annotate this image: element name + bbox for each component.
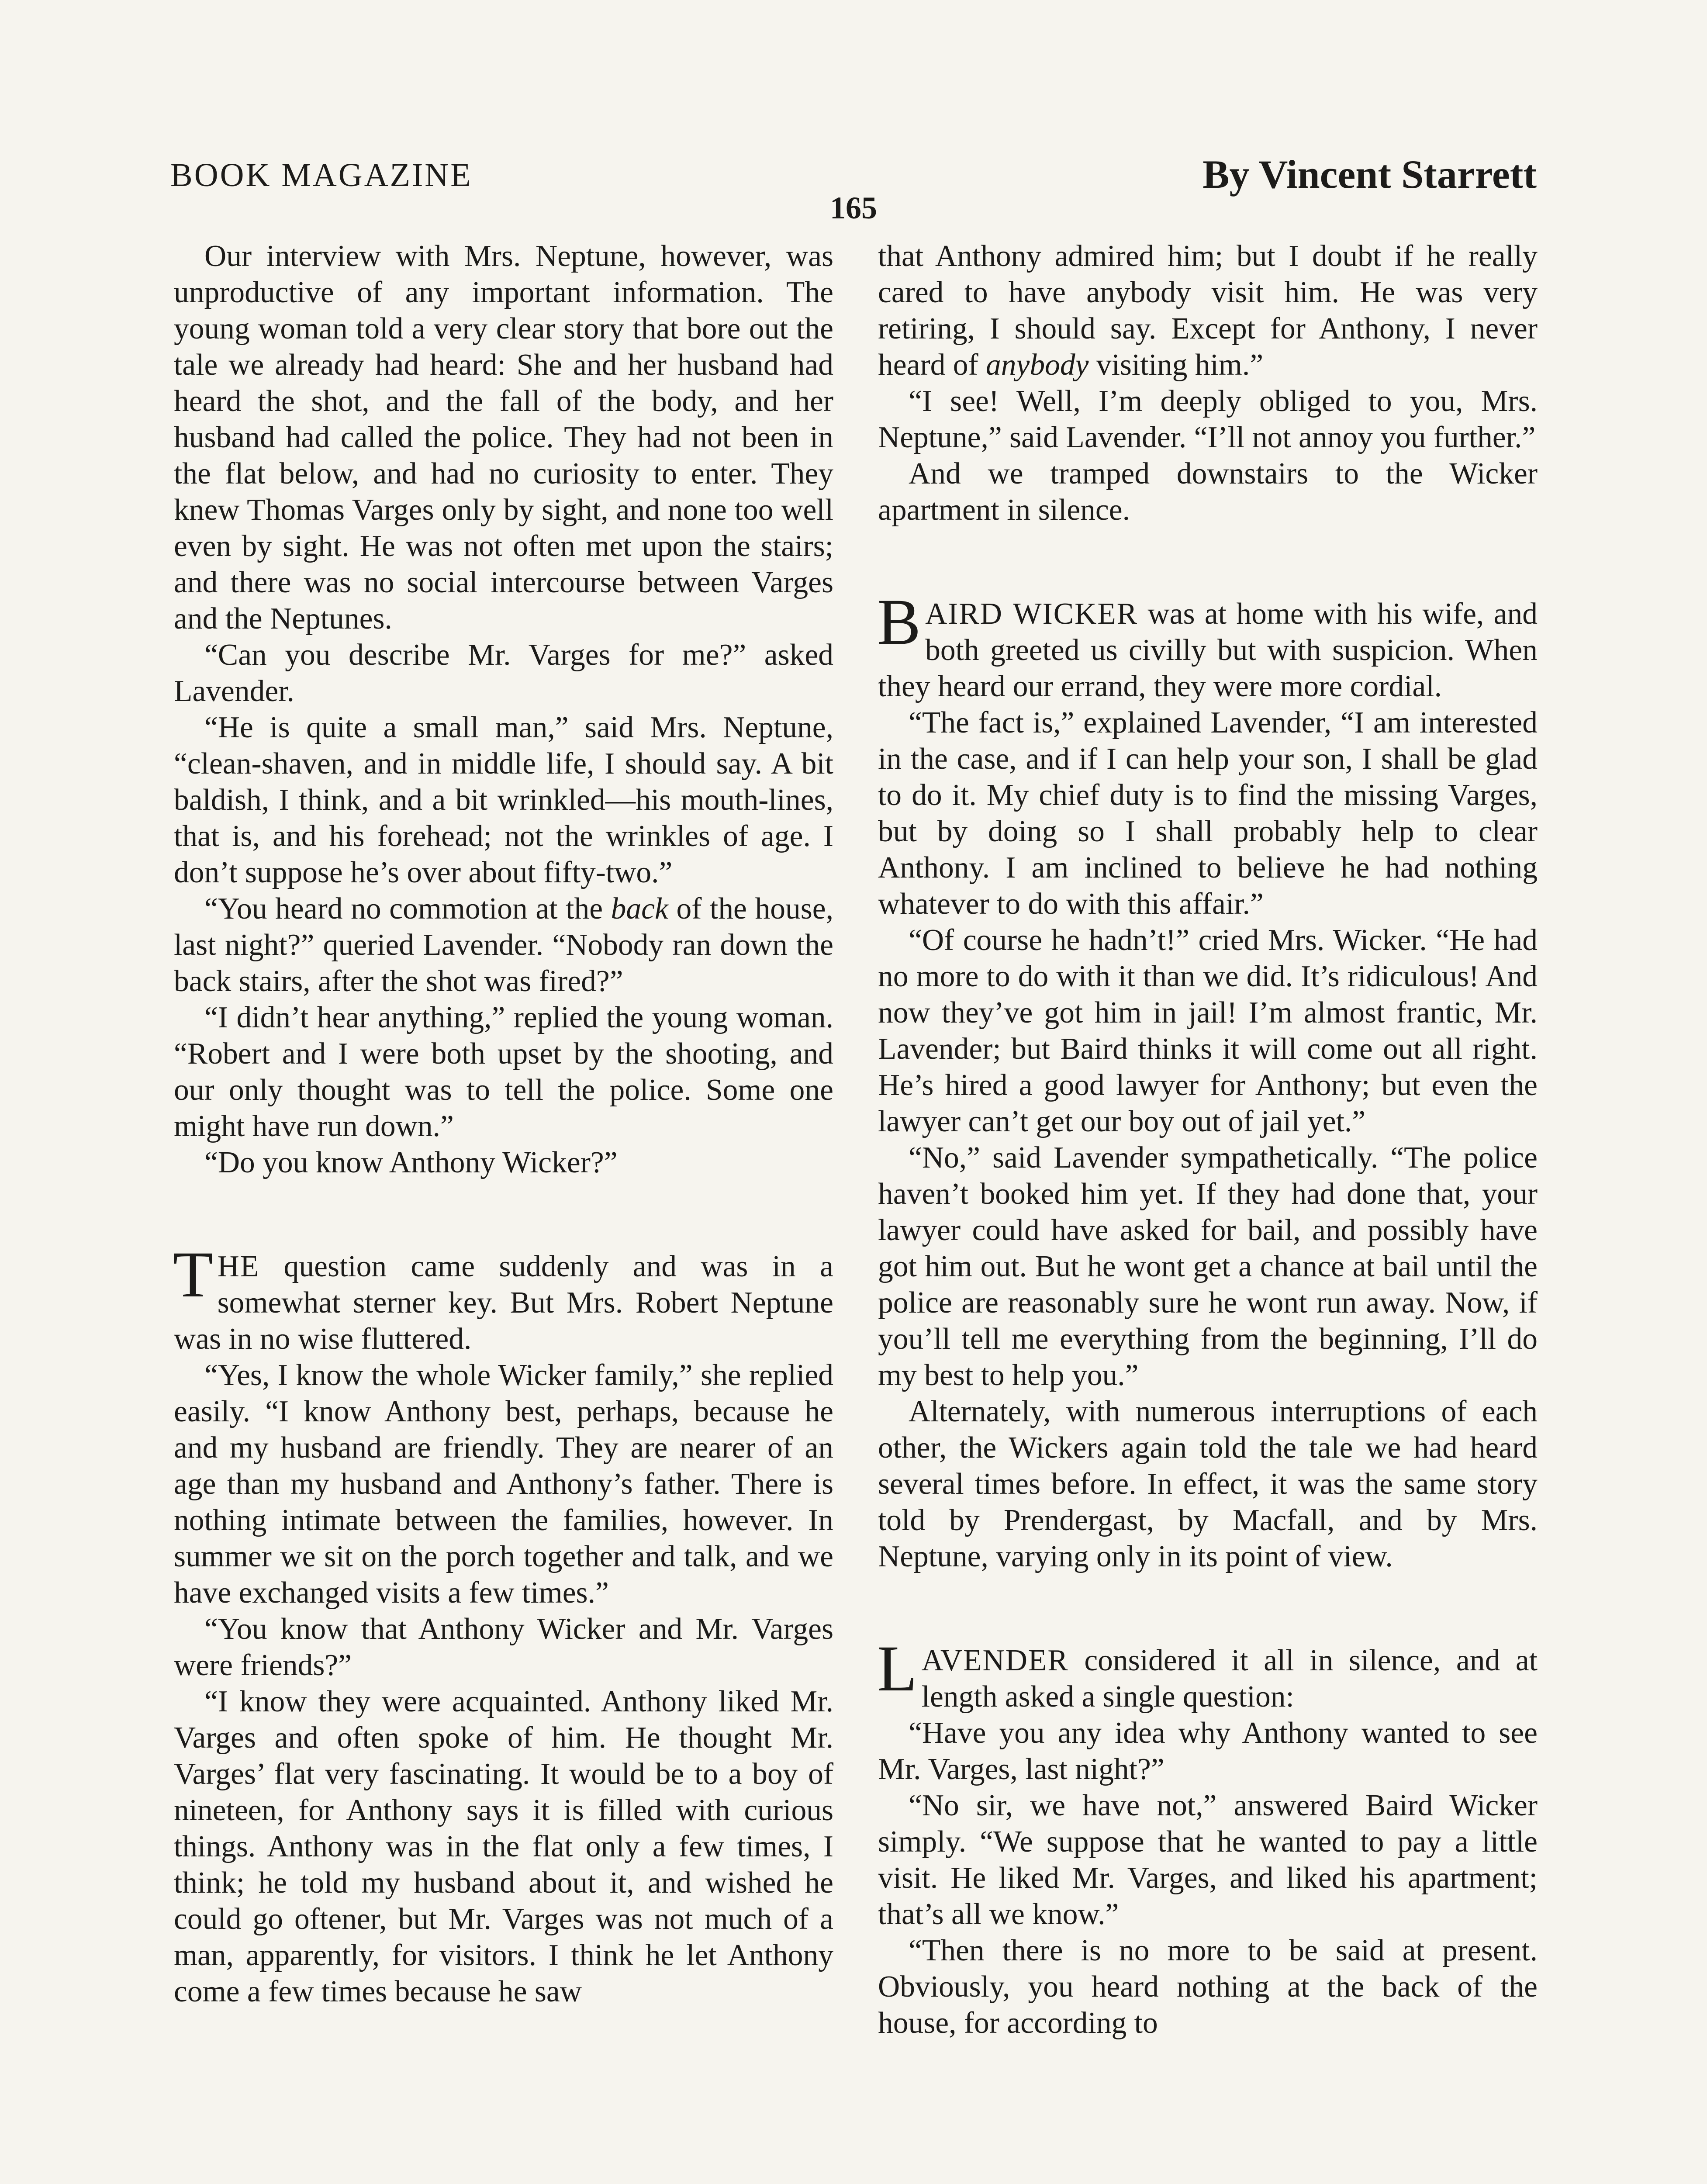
left-column — [174, 238, 833, 2010]
paragraph — [878, 238, 1538, 383]
paragraph — [174, 891, 833, 999]
paragraph: “No sir, we have not,” answered Baird Wicker simply. “We suppose that he wanted to pay a little visit. He liked Mr. Varges, and liked his apartment; that’s all we know.” — [878, 1789, 1538, 1931]
lead-in-caps: AIRD WICKER — [925, 597, 1138, 631]
paragraph: “You know that Anthony Wicker and Mr. Varges were friends?” — [174, 1612, 833, 1682]
emphasized-word: back — [611, 892, 668, 926]
paragraph — [877, 1632, 1538, 1715]
lead-in-caps: AVENDER — [921, 1644, 1069, 1677]
paragraph: “The fact is,” explained Lavender, “I am interested in the case, and if I can help your son, I shall be glad to do it. My chief duty is to find the missing Varges, but by doing so I shall probably help to clear Anthony. I am inclined to believe he had nothing whatever to do with this affair.” — [878, 706, 1538, 921]
paragraph: Our interview with Mrs. Neptune, however, was unproductive of any important information. The young woman told a very clear story that bore out the tale we already had heard: She and her husband had heard the shot, and the fall of the body, and her husband had called the police. They had not been in the flat below, and had no curiosity to enter. They knew Thomas Varges only by sight, and none too well even by sight. He was not often met upon the stairs; and there was no social intercourse between Varges and the Neptunes. — [174, 239, 833, 636]
paragraph: “I see! Well, I’m deeply obliged to you, Mrs. Neptune,” said Lavender. “I’ll not annoy you further.” — [878, 384, 1538, 454]
paragraph-text: “You heard no commotion at the — [204, 892, 611, 926]
paragraph: “Of course he hadn’t!” cried Mrs. Wicker. “He had no more to do with it than we did. It’s ridiculous! And now they’ve got him in jail! I’m almost frantic, Mr. Lavender; but Baird thinks it will come out all right. He’s hired a good lawyer for Anthony; but even the lawyer can’t get our boy out of jail yet.” — [878, 923, 1538, 1138]
publication-name: BOOK MAGAZINE — [170, 157, 473, 194]
drop-cap-initial: T — [173, 1238, 213, 1311]
paragraph: “Then there is no more to be said at present. Obviously, you heard nothing at the back of the house, for according to — [878, 1934, 1538, 2040]
drop-cap-initial: B — [877, 586, 921, 658]
paragraph — [877, 586, 1538, 705]
paragraph: “I know they were acquainted. Anthony liked Mr. Varges and often spoke of him. He thought Mr. Varges’ flat very fascinating. It would be to a boy of nineteen, for Anthony says it is filled with curious things. Anthony was in the flat only a few times, I think; he told my husband about it, and wished he could go oftener, but Mr. Varges was not much of a man, apparently, for visitors. I think he let Anthony come a few times because he saw — [174, 1685, 833, 2008]
paragraph-text: of the house, last night?” queried Lavender. “Nobody ran down the back stairs, after the shot was fired?” — [174, 892, 833, 998]
paragraph-text: question came suddenly and was in a somewhat sterner key. But Mrs. Robert Neptune was in no wise fluttered. — [174, 1250, 833, 1356]
paragraph: And we tramped downstairs to the Wicker apartment in silence. — [878, 457, 1538, 527]
paragraph-text: that Anthony admired him; but I doubt if he really cared to have anybody visit him. He was very retiring, I should say. Except for Anthony, I never heard of — [878, 239, 1538, 382]
paragraph-text: considered it all in silence, and at length asked a single question: — [921, 1644, 1538, 1714]
author-byline: By Vincent Starrett — [1203, 152, 1537, 197]
emphasized-word: anybody — [985, 348, 1089, 382]
drop-cap-initial: L — [877, 1632, 917, 1705]
paragraph: “Do you know Anthony Wicker?” — [204, 1146, 618, 1179]
page-number: 165 — [830, 190, 877, 225]
lead-in-caps: HE — [217, 1250, 260, 1283]
paragraph — [173, 1238, 833, 1357]
paragraph-text: visiting him.” — [1088, 348, 1264, 382]
paragraph: “I didn’t hear anything,” replied the young woman. “Robert and I were both upset by the shooting, and our only thought was to tell the police. Some one might have run down.” — [174, 1001, 833, 1143]
paragraph: “Have you any idea why Anthony wanted to see Mr. Varges, last night?” — [878, 1716, 1538, 1786]
paragraph: “He is quite a small man,” said Mrs. Neptune, “clean-shaven, and in middle life, I should say. A bit baldish, I think, and a bit wrinkled—his mouth-lines, that is, and his forehead; not the wrinkles of age. I don’t suppose he’s over about fifty-two.” — [174, 711, 833, 889]
paragraph: “Yes, I know the whole Wicker family,” she replied easily. “I know Anthony best, perhaps, because he and my husband are friendly. They are nearer of an age than my husband and Anthony’s father. There is nothing intimate between the families, however. In summer we sit on the porch together and talk, and we have exchanged visits a few times.” — [174, 1358, 833, 1610]
paragraph-text: was at home with his wife, and both greeted us civilly but with suspicion. When they heard our errand, they were more cordial. — [878, 597, 1538, 703]
paragraph: “No,” said Lavender sympathetically. “The police haven’t booked him yet. If they had done that, your lawyer could have asked for bail, and possibly have got him out. But he wont get a chance at bail until the police are reasonably sure he wont run away. Now, if you’ll tell me everything from the beginning, I’ll do my best to help you.” — [878, 1141, 1538, 1392]
paragraph: Alternately, with numerous interruptions of each other, the Wickers again told the tale we had heard several times before. In effect, it was the same story told by Prendergast, by Macfall, and by Mrs. Neptune, varying only in its point of view. — [878, 1395, 1538, 1573]
right-column — [878, 238, 1538, 2041]
paragraph: “Can you describe Mr. Varges for me?” asked Lavender. — [174, 638, 833, 708]
